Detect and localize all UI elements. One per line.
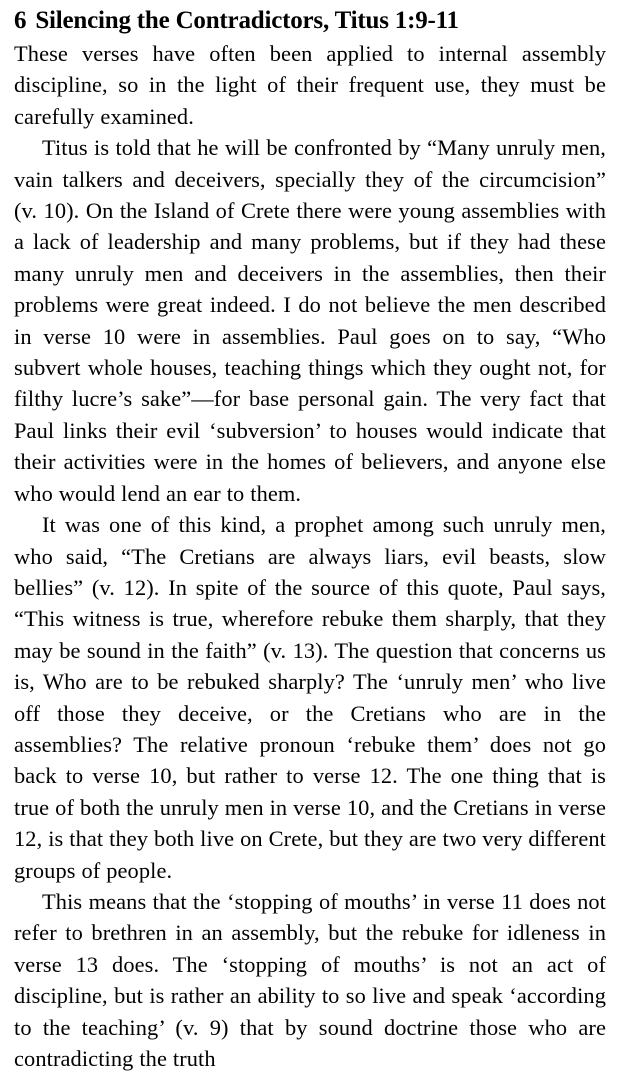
body-text (14, 38, 606, 1074)
paragraph-2: Titus is told that he will be confronted by “Many unruly men, vain talkers and deceivers, specially they of the circumcision” (v. 10). On the Island of Crete there were young assemblies with a lack of leadership and many problems, but if they had these many unruly men and deceivers in the assemblies, then their problems were great indeed. I do not believe the men described in verse 10 were in assemblies. Paul goes on to say, “Who subvert whole houses, teaching things which they ought not, for filthy lucre’s sake”—for base personal gain. The very fact that Paul links their evil ‘subversion’ to houses would indicate that their activities were in the homes of believers, and anyone else who would lend an ear to them. (14, 135, 606, 506)
page-heading (14, 6, 606, 36)
paragraph-3: It was one of this kind, a prophet among such unruly men, who said, “The Cretians are always liars, evil beasts, slow bellies” (v. 12). In spite of the source of this quote, Paul says, “This witness is true, wherefore rebuke them sharply, that they may be sound in the faith” (v. 13). The question that concerns us is, Who are to be rebuked sharply? The ‘unruly men’ who live off those they deceive, or the Cretians who are in the assemblies? The relative pronoun ‘rebuke them’ does not go back to verse 10, but rather to verse 12. The one thing that is true of both the unruly men in verse 10, and the Cretians in verse 12, is that they both live on Crete, but they are two very different groups of people. (14, 512, 606, 883)
paragraph-4: This means that the ‘stopping of mouths’ in verse 11 does not refer to brethren in an assembly, but the rebuke for idleness in verse 13 does. The ‘stopping of mouths’ is not an act of discipline, but is rather an ability to so live and speak ‘according to the teaching’ (v. 9) that by sound doctrine those who are contradicting the truth (14, 888, 606, 1071)
paragraph-1: These verses have often been applied to internal assembly discipline, so in the light of their frequent use, they must be carefully examined. (14, 41, 606, 129)
heading-number: 6 (14, 7, 27, 34)
heading-title: Silencing the Contradictors, Titus 1:9-11 (35, 7, 459, 34)
